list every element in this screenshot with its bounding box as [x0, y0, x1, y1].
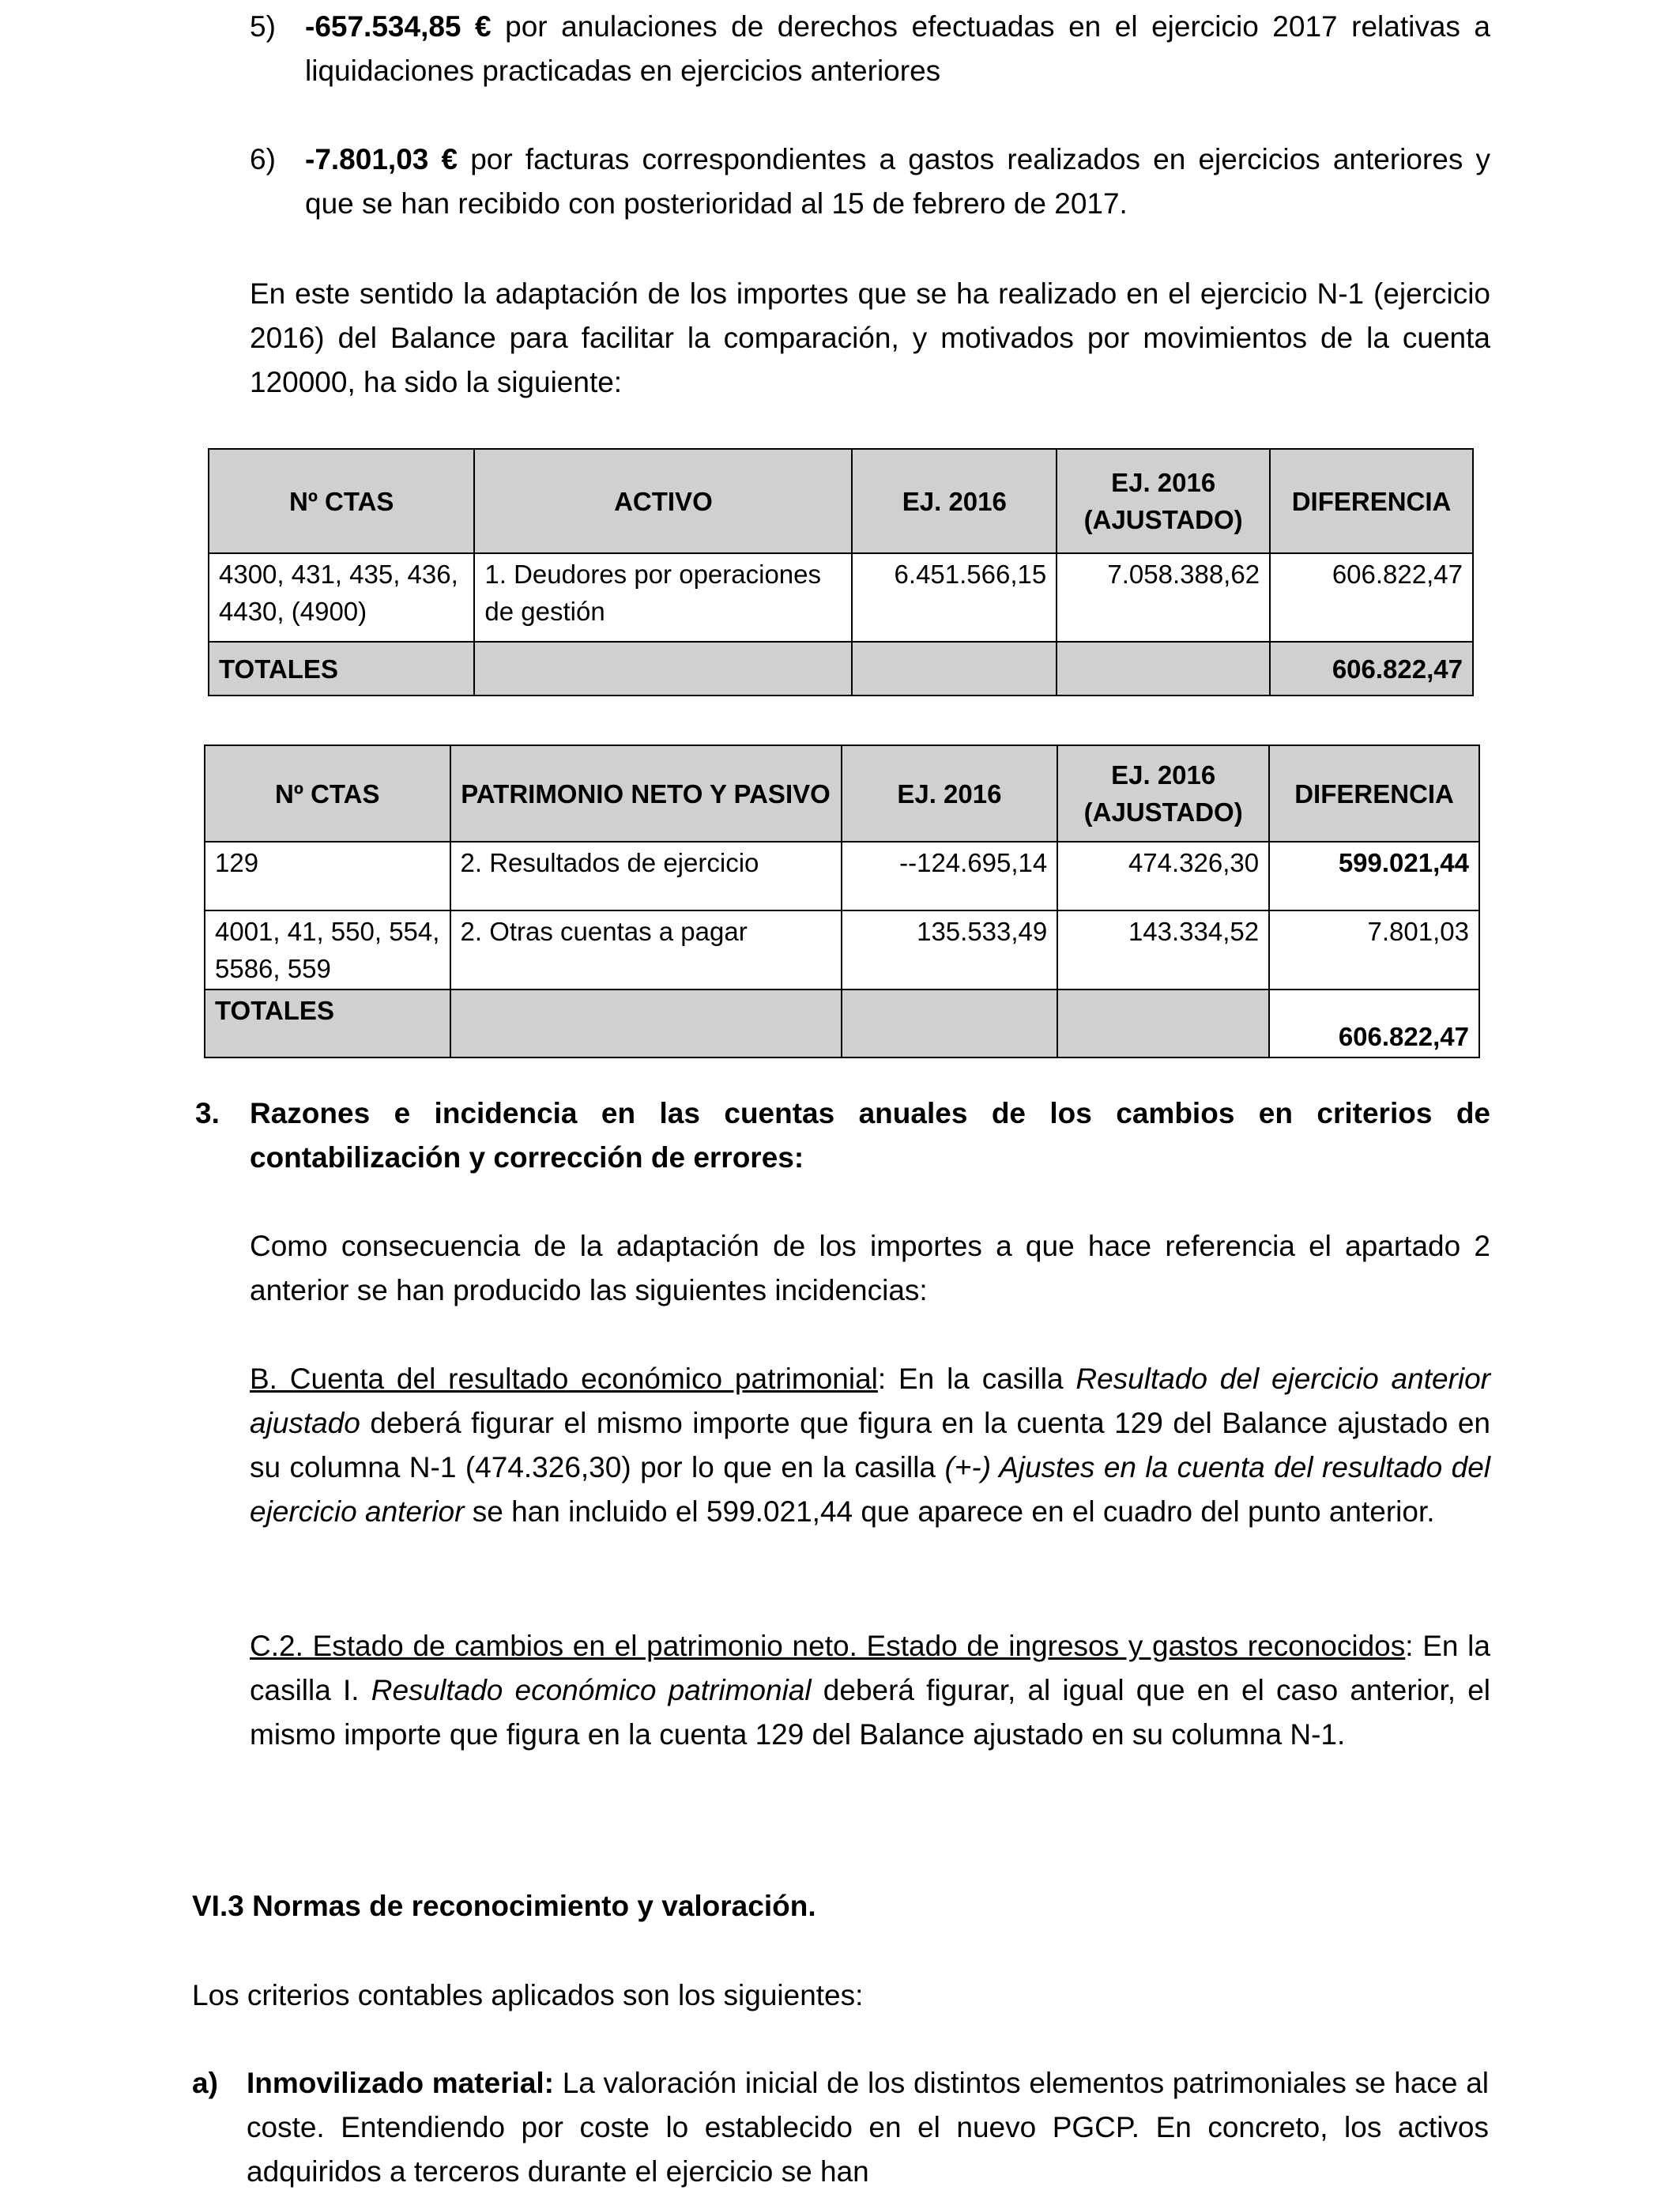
t2-cell-diferencia: 7.801,03: [1269, 910, 1479, 990]
item-6-number: 6): [250, 143, 276, 175]
t2-cell-concepto: 2. Resultados de ejercicio: [450, 842, 842, 910]
item-5-number: 5): [250, 10, 276, 43]
t1-totals-empty: [852, 642, 1057, 696]
t2-cell-diferencia: 599.021,44: [1269, 842, 1479, 910]
section-b-title: B. Cuenta del resultado económico patrimonial: [250, 1363, 878, 1395]
item-a-paragraph: [247, 2061, 1489, 2194]
table-totals-row: [205, 990, 1479, 1057]
section-b-text: deberá figurar el mismo importe que figura en la cuenta 129 del Balance ajustado en su columna N-1 (474.326,30) por lo que en la casilla: [250, 1407, 1490, 1483]
item-6-text: [305, 138, 1490, 226]
item-5-amount: -657.534,85 €: [305, 10, 492, 43]
table-row: [205, 910, 1479, 990]
t1-totals-label: TOTALES: [209, 642, 474, 696]
section-c2-paragraph: [250, 1624, 1490, 1757]
section-b-paragraph: [250, 1357, 1490, 1534]
section-c2-text: : En la casilla I.: [250, 1630, 1490, 1706]
t2-header-patrimonio: PATRIMONIO NETO Y PASIVO: [450, 745, 842, 842]
section-b-text: : En la casilla: [877, 1363, 1076, 1395]
section-3-heading: Razones e incidencia en las cuentas anuales de los cambios en criterios de contabilización y corrección de errores:: [250, 1097, 1490, 1174]
section-b-italic: (+-) Ajustes en la cuenta del resultado del ejercicio anterior: [250, 1451, 1490, 1528]
t2-header-ctas: Nº CTAS: [205, 745, 450, 842]
t1-totals-empty: [1057, 642, 1270, 696]
t2-totals-empty: [842, 990, 1058, 1057]
t2-cell-ej2016-ajustado: 474.326,30: [1057, 842, 1269, 910]
item-a-text: La valoración inicial de los distintos elementos patrimoniales se hace al coste. Entendiendo por coste lo establecido en el nuevo PGCP. En concreto, los activos adquiridos a terceros durante el ejercicio se han: [247, 2067, 1489, 2188]
t2-cell-ej2016: --124.695,14: [842, 842, 1058, 910]
t1-cell-ej2016: 6.451.566,15: [852, 553, 1057, 642]
t2-totals-empty: [1057, 990, 1269, 1057]
t1-header-activo: ACTIVO: [474, 449, 852, 553]
t2-header-diferencia: DIFERENCIA: [1269, 745, 1479, 842]
intro-paragraph: En este sentido la adaptación de los importes que se ha realizado en el ejercicio N-1 (ejercicio 2016) del Balance para facilitar la comparación, y motivados por movimientos de la cuenta 120000, ha sido la siguiente:: [250, 277, 1490, 398]
balance-activo-table: [208, 448, 1474, 696]
section-c2-italic: Resultado económico patrimonial: [371, 1674, 812, 1706]
t1-totals-empty: [474, 642, 852, 696]
balance-pasivo-table: [204, 745, 1480, 1058]
t1-cell-ej2016-ajustado: 7.058.388,62: [1057, 553, 1270, 642]
t2-totals-value: 606.822,47: [1269, 990, 1479, 1057]
section-c2-title: C.2. Estado de cambios en el patrimonio neto. Estado de ingresos y gastos reconocidos: [250, 1630, 1406, 1662]
t2-totals-empty: [450, 990, 842, 1057]
t2-header-ej2016-ajustado: EJ. 2016 (AJUSTADO): [1057, 745, 1269, 842]
vi3-heading: VI.3 Normas de reconocimiento y valoración.: [192, 1890, 816, 1922]
section-b-italic: Resultado del ejercicio anterior ajustado: [250, 1363, 1490, 1439]
t2-cell-ctas: 129: [205, 842, 450, 910]
t2-cell-ctas: 4001, 41, 550, 554, 5586, 559: [205, 910, 450, 990]
section-b-text: se han incluido el 599.021,44 que aparece en el cuadro del punto anterior.: [464, 1495, 1435, 1528]
t1-header-diferencia: DIFERENCIA: [1270, 449, 1473, 553]
t2-cell-ej2016-ajustado: 143.334,52: [1057, 910, 1269, 990]
t2-header-ej2016: EJ. 2016: [842, 745, 1058, 842]
section-3-paragraph: Como consecuencia de la adaptación de los importes a que hace referencia el apartado 2 anterior se han producido las siguientes incidencias:: [250, 1230, 1490, 1306]
section-3-number: 3.: [195, 1097, 220, 1129]
t1-cell-ctas: 4300, 431, 435, 436, 4430, (4900): [209, 553, 474, 642]
t1-cell-activo: 1. Deudores por operaciones de gestión: [474, 553, 852, 642]
table-totals-row: [209, 642, 1473, 696]
t1-header-ctas: Nº CTAS: [209, 449, 474, 553]
t1-totals-value: 606.822,47: [1270, 642, 1473, 696]
vi3-intro: Los criterios contables aplicados son los siguientes:: [192, 1979, 864, 2011]
t1-header-ej2016: EJ. 2016: [852, 449, 1057, 553]
table-row: [209, 553, 1473, 642]
table-row: [205, 842, 1479, 910]
t2-cell-concepto: 2. Otras cuentas a pagar: [450, 910, 842, 990]
t2-totals-label: TOTALES: [205, 990, 450, 1057]
t2-cell-ej2016: 135.533,49: [842, 910, 1058, 990]
t1-header-ej2016-ajustado: EJ. 2016 (AJUSTADO): [1057, 449, 1270, 553]
item-5-description: por anulaciones de derechos efectuadas en el ejercicio 2017 relativas a liquidaciones practicadas en ejercicios anteriores: [305, 10, 1491, 87]
item-a-title: Inmovilizado material:: [247, 2067, 555, 2099]
item-6-amount: -7.801,03 €: [305, 143, 458, 175]
item-6-description: por facturas correspondientes a gastos realizados en ejercicios anteriores y que se han recibido con posterioridad al 15 de febrero de 2017.: [305, 143, 1490, 220]
item-5-text: [305, 5, 1490, 93]
t1-cell-diferencia: 606.822,47: [1270, 553, 1473, 642]
section-c2-text: deberá figurar, al igual que en el caso anterior, el mismo importe que figura en la cuenta 129 del Balance ajustado en su columna N-1.: [250, 1674, 1490, 1751]
item-a-number: a): [192, 2067, 218, 2099]
